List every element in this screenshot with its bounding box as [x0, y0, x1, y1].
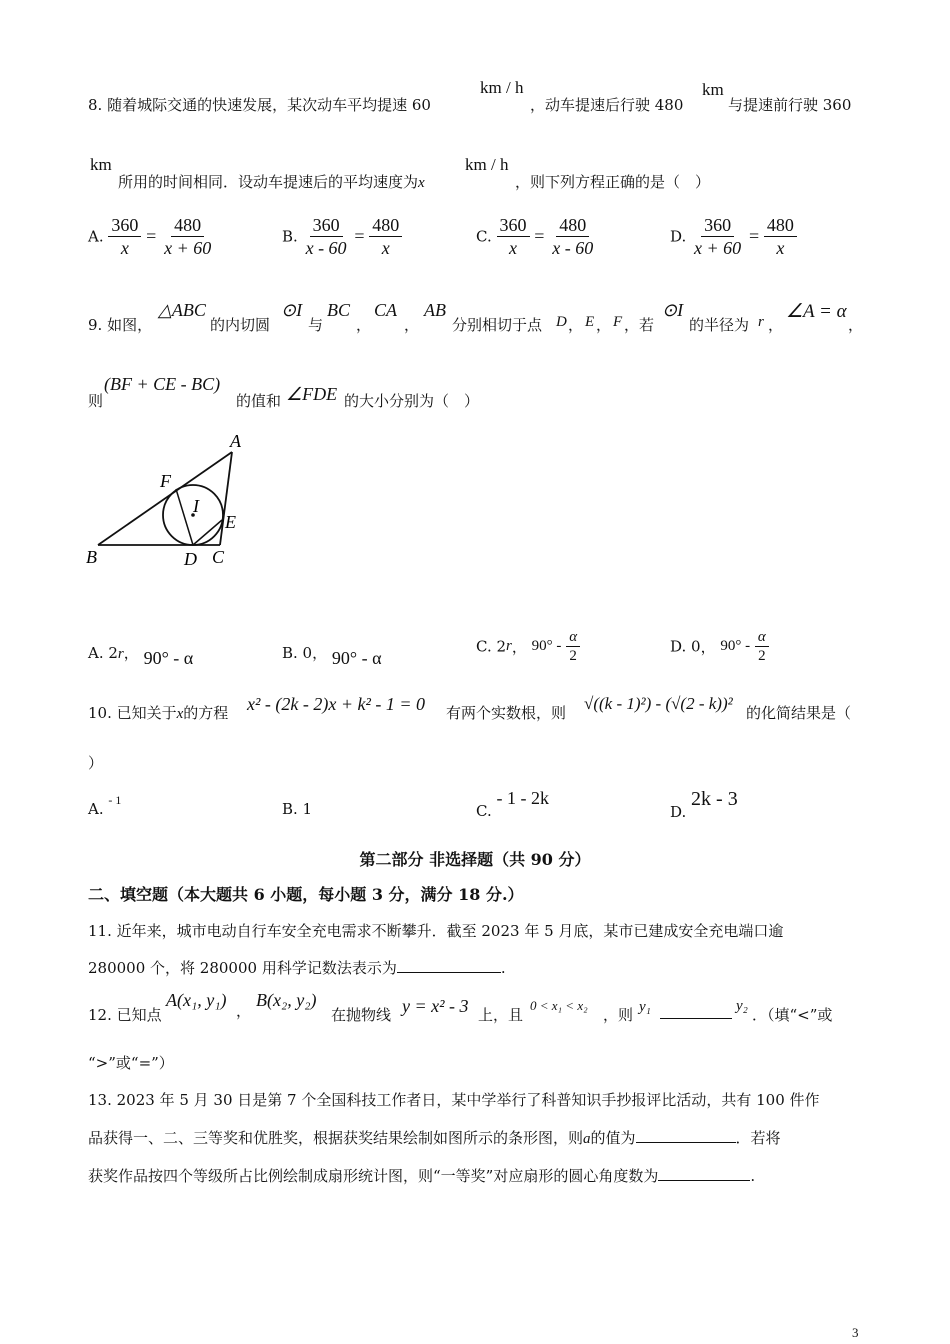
label-d: D: [184, 549, 197, 569]
q8-option-label: A.: [88, 227, 104, 246]
q9-expr: (BF + CE - BC): [104, 374, 221, 394]
q12-y2: y₂: [736, 998, 748, 1014]
fraction: $\frac{\alpha}{2}$: [566, 628, 580, 665]
fraction: $\frac{360}{x + 60}$: [694, 215, 742, 258]
q9-line1: 9. 如图， △ABC 的内切圆 ⊙I 与 BC ， CA ， AB 分别相切于点 D ， E ， F ，若 ⊙I 的半径为 r ， ∠A = α ，: [88, 300, 864, 334]
q8-unit-km-2: km: [90, 155, 112, 174]
q9-figure: [80, 425, 260, 575]
q10-line2: ）: [88, 754, 104, 772]
q10-option-d[interactable]: D. 2k - 3: [670, 788, 738, 821]
q8-option-b[interactable]: B. $\frac{360}{x - 60}$ = $\frac{480}{x}$: [282, 214, 402, 259]
fraction: $\frac{480}{x - 60}$: [552, 215, 594, 258]
q12-prefix: 12. 已知点: [88, 1006, 162, 1024]
section-heading: 二、填空题（本大题共 6 小题，每小题 3 分，满分 18 分.）: [88, 885, 524, 904]
q13-line2: 品获得一、二、三等奖和优胜奖，根据获奖结果绘制如图所示的条形图，则a的值为 ．若将: [88, 1129, 781, 1147]
q8-line2-suffix: ，则下列方程正确的是（ ）: [515, 173, 711, 191]
q9-line2-suffix: 的大小分别为（ ）: [344, 392, 480, 410]
fraction: $\frac{360}{x}$: [108, 214, 141, 259]
q11-line1: 11. 近年来，城市电动自行车安全充电需求不断攀升．截至 2023 年 5 月底，某市已建成安全充电端口逾: [88, 922, 784, 940]
part2-title: 第二部分 非选择题（共 90 分）: [359, 850, 591, 869]
label-e: E: [225, 512, 236, 532]
q8-line1-mid: ，动车提速后行驶 480: [530, 96, 684, 114]
q10-expr: √((k - 1)²) - (√(2 - k))²: [584, 694, 733, 713]
q12-line2: “>”或“=”）: [88, 1054, 174, 1072]
fraction: $\frac{360}{x - 60}$: [305, 215, 347, 258]
q13-line1: 13. 2023 年 5 月 30 日是第 7 个全国科技工作者日，某中学举行了科普知识手抄报评比活动，共有 100 件作: [88, 1091, 820, 1109]
q12-mid: 在抛物线: [331, 1006, 392, 1024]
fraction: $\frac{480}{x + 60}$: [164, 215, 212, 258]
label-b: B: [86, 547, 97, 567]
q13-line3: 获奖作品按四个等级所占比例绘制成扇形统计图，则“一等奖”对应扇形的圆心角度数为 .: [88, 1167, 756, 1185]
answer-blank[interactable]: [660, 1004, 732, 1019]
q10-line1: 10. 已知关于x的方程: [88, 704, 229, 722]
q12-parabola: y = x² - 3: [402, 996, 469, 1016]
q10-suffix: 的化简结果是（: [746, 704, 852, 722]
q9-line2-prefix: 则: [88, 392, 104, 410]
q8-option-c[interactable]: C. $\frac{360}{x}$ = $\frac{480}{x - 60}$: [476, 214, 596, 259]
label-i: I: [193, 496, 199, 516]
q10-option-a[interactable]: A. $^{- 1}$: [88, 793, 122, 818]
q8-line2-var: x: [418, 175, 425, 191]
q10-mid2: 有两个实数根，则: [446, 704, 567, 722]
q8-option-a[interactable]: A. $\frac{360}{x}$ = $\frac{480}{x + 60}$: [88, 214, 214, 259]
answer-blank[interactable]: [397, 958, 501, 973]
q12-point-a: A(x₁, y₁): [166, 990, 227, 1010]
q12-mid2: 上，且: [478, 1006, 524, 1024]
answer-blank[interactable]: [636, 1128, 736, 1143]
q9-option-b[interactable]: B. 0， 90° - α: [282, 644, 382, 668]
q12-y1: y₁: [639, 999, 651, 1015]
q12-suffix: ．（填“<”或: [752, 1006, 833, 1024]
fraction: $\frac{\alpha}{2}$: [755, 628, 769, 665]
q8-option-d[interactable]: D. $\frac{360}{x + 60}$ = $\frac{480}{x}$: [670, 214, 797, 259]
q10-equation: x² - (2k - 2)x + k² - 1 = 0: [247, 694, 426, 714]
q8-line2-text: [118, 171, 425, 192]
q9-angle: ∠FDE: [286, 384, 338, 404]
q8-line1: [88, 94, 431, 115]
q9-option-c[interactable]: C. 2r， 90° - $\frac{\alpha}{2}$: [476, 628, 580, 665]
fraction: $\frac{480}{x}$: [369, 214, 402, 259]
q11-line2: 280000 个，将 280000 用科学记数法表示为 .: [88, 959, 506, 977]
q12-cond: 0 < x₁ < x₂: [530, 998, 588, 1013]
triangle-side-ab: [98, 452, 232, 545]
q10-option-c[interactable]: C. - 1 - 2k: [476, 788, 549, 820]
q12-mid3: ，则: [603, 1006, 634, 1024]
label-a: A: [230, 431, 241, 451]
q8-option-label: C.: [476, 227, 492, 246]
fraction: $\frac{360}{x}$: [497, 214, 530, 259]
q8-unit-km-1: km: [702, 80, 724, 99]
page-number: 3: [852, 1325, 859, 1340]
q10-option-b[interactable]: B. 1: [282, 800, 313, 818]
q8-unit-kmh-2: km / h: [465, 155, 509, 174]
q8-line2-words: 所用的时间相同．设动车提速后的平均速度为: [118, 173, 419, 191]
q9-option-d[interactable]: D. 0， 90° - $\frac{\alpha}{2}$: [670, 628, 769, 665]
segment-fd: [176, 489, 193, 545]
q8-option-label: D.: [670, 227, 687, 246]
label-f: F: [160, 471, 171, 491]
q9-option-a[interactable]: A. 2r， 90° - α: [88, 644, 194, 668]
q12-comma: ，: [236, 1002, 252, 1020]
fraction: $\frac{480}{x}$: [764, 214, 797, 259]
q8-unit-kmh-1: km / h: [480, 78, 524, 97]
answer-blank[interactable]: [658, 1166, 750, 1181]
q9-line2-mid: 的值和: [236, 392, 282, 410]
q8-line1-suffix: 与提速前行驶 360: [728, 96, 852, 114]
q12-point-b: B(x₂, y₂): [256, 990, 317, 1010]
q8-line1-prefix: 8. 随着城际交通的快速发展，某次动车平均提速 60: [88, 96, 431, 114]
q8-option-label: B.: [282, 227, 298, 246]
label-c: C: [212, 547, 225, 567]
